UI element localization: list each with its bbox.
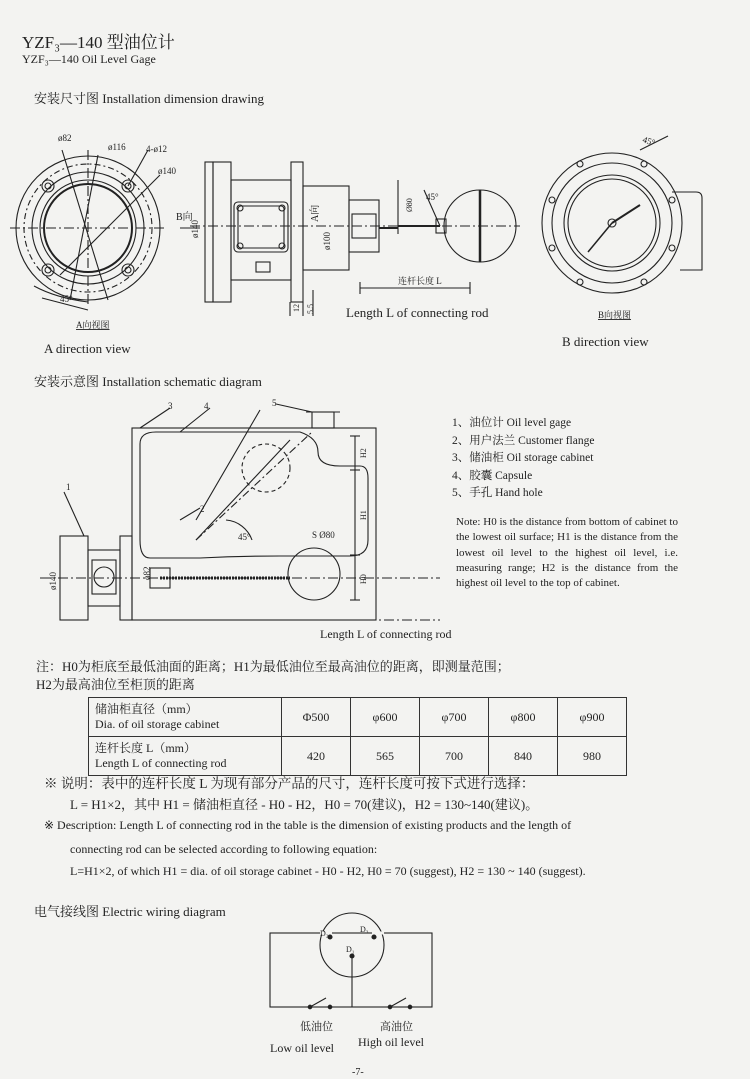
a-view-flange [10, 150, 166, 310]
spec-table [88, 697, 627, 776]
legend-list [452, 415, 594, 503]
table-row [89, 737, 627, 776]
page-number: -7- [352, 1067, 364, 1078]
dim-side-d140: ø140 [190, 220, 200, 238]
dim-angle-a: 45° [60, 294, 73, 304]
a-view-label: A向视图 [76, 320, 110, 330]
description-en-line-1: ※ Description: Length L of connecting rod in the table is the dimension of existing products and the length of [44, 818, 572, 832]
dim-d140: ø140 [158, 166, 176, 176]
table-cell: 980 [558, 737, 627, 776]
b-view-label: B向视图 [598, 310, 632, 320]
table-cell: 840 [489, 737, 558, 776]
note-chinese [36, 658, 510, 694]
schem-d140: ø140 [48, 572, 58, 590]
dim-55: 5.5 [306, 304, 315, 314]
b-view-dial [542, 136, 702, 293]
table-cell: φ600 [351, 698, 420, 737]
schem-h1: H1 [359, 510, 368, 520]
note-chinese-line-1: 注：H0为柜底至最低油面的距离；H1为最低油位至最高油位的距离，即测量范围； [36, 659, 510, 674]
b-view-caption: B direction view [562, 334, 649, 349]
table-cell: φ800 [489, 698, 558, 737]
row2-label-zh: 连杆长度 L（mm） [95, 741, 196, 755]
table-cell: 700 [420, 737, 489, 776]
dim-12: 12 [292, 304, 301, 312]
schematic-diagram [0, 395, 450, 635]
a-view-caption: A direction view [44, 341, 131, 356]
table-row [89, 698, 627, 737]
dimension-drawing [0, 110, 750, 360]
dim-d80: Ø80 [405, 198, 414, 212]
legend-item: 2、用户法兰 Customer flange [452, 434, 595, 447]
section-dimension-heading: 安装尺寸图 Installation dimension drawing [34, 91, 265, 106]
callout-2: 2 [200, 504, 205, 514]
schem-h0: H0 [359, 574, 368, 584]
dim-d116: ø116 [108, 142, 126, 152]
section-schematic-heading: 安装示意图 Installation schematic diagram [34, 374, 262, 389]
dim-rod-length: 连杆长度 L [398, 276, 442, 286]
dim-d82: ø82 [58, 133, 72, 143]
high-oil-en: High oil level [358, 1035, 424, 1049]
note-english: Note: H0 is the distance from bottom of cabinet to the lowest oil surface; H1 is the distance from the lowest oil level to the highest oil level, i.e. measuring range; H2 is the distance from the highest oil level to the top of cabinet. [456, 516, 678, 590]
table-cell: Φ500 [282, 698, 351, 737]
side-view [190, 162, 520, 316]
low-oil-zh: 低油位 [300, 1021, 333, 1033]
table-row-label [89, 698, 282, 737]
legend-item: 3、储油柜 Oil storage cabinet [452, 452, 594, 464]
dim-d100: ø100 [322, 232, 332, 250]
description-en-line-3: L=H1×2, of which H1 = dia. of oil storage cabinet - H0 - H2, H0 = 70 (suggest), H2 = 130 ~ 140 (suggest). [70, 864, 586, 878]
table-cell: φ700 [420, 698, 489, 737]
row1-label-zh: 储油柜直径（mm） [95, 702, 198, 716]
table-cell: 420 [282, 737, 351, 776]
schem-s80: S Ø80 [312, 530, 335, 540]
section-wiring-heading: 电气接线图 Electric wiring diagram [34, 904, 226, 919]
schematic-caption: Length L of connecting rod [320, 627, 452, 641]
schem-angle: 45° [238, 532, 251, 542]
callout-5: 5 [272, 398, 277, 408]
callout-3: 3 [168, 401, 173, 411]
schem-h2: H2 [359, 448, 368, 458]
description-zh-line-1: ※ 说明：表中的连杆长度 L 为现有部分产品的尺寸，连杆长度可按下式进行选择： [44, 776, 535, 791]
row1-label-en: Dia. of oil storage cabinet [95, 717, 220, 731]
description-en-line-2: connecting rod can be selected according to following equation: [70, 842, 378, 856]
b-arrow-label: B向 [176, 212, 193, 223]
low-oil-en: Low oil level [270, 1041, 334, 1055]
callout-1: 1 [66, 482, 71, 492]
table-row-label [89, 737, 282, 776]
rod-caption: Length L of connecting rod [346, 305, 489, 320]
page-title: YZF₃—140 型油位计 [22, 33, 175, 52]
table-cell: φ900 [558, 698, 627, 737]
high-oil-zh: 高油位 [380, 1021, 413, 1033]
page-subtitle: YZF₃—140 Oil Level Gage [22, 52, 156, 66]
legend-item: 5、手孔 Hand hole [452, 487, 543, 499]
a-arrow-label: A向 [310, 204, 321, 222]
dim-holes: 4-ø12 [146, 144, 167, 154]
wiring-d1: D₁ [346, 945, 355, 954]
description-zh-line-2: L = H1×2，其中 H1 = 储油柜直径 - H0 - H2，H0 = 70(建议)，H2 = 130~140(建议)。 [70, 797, 539, 812]
dim-angle-b: 45° [641, 134, 657, 148]
note-chinese-line-2: H2为最高油位至柜顶的距离 [36, 677, 195, 692]
legend-item: 1、油位计 Oil level gage [452, 417, 572, 429]
schem-d82: ø82 [142, 566, 152, 580]
dim-angle-side: 45° [426, 192, 439, 202]
callout-4: 4 [204, 401, 209, 411]
legend-item: 4、胶囊 Capsule [452, 469, 533, 482]
wiring-d3: D₃ [360, 925, 369, 934]
row2-label-en: Length L of connecting rod [95, 756, 227, 770]
table-cell: 565 [351, 737, 420, 776]
wiring-d2: D₂ [320, 929, 329, 938]
wiring-diagram [0, 905, 750, 1075]
